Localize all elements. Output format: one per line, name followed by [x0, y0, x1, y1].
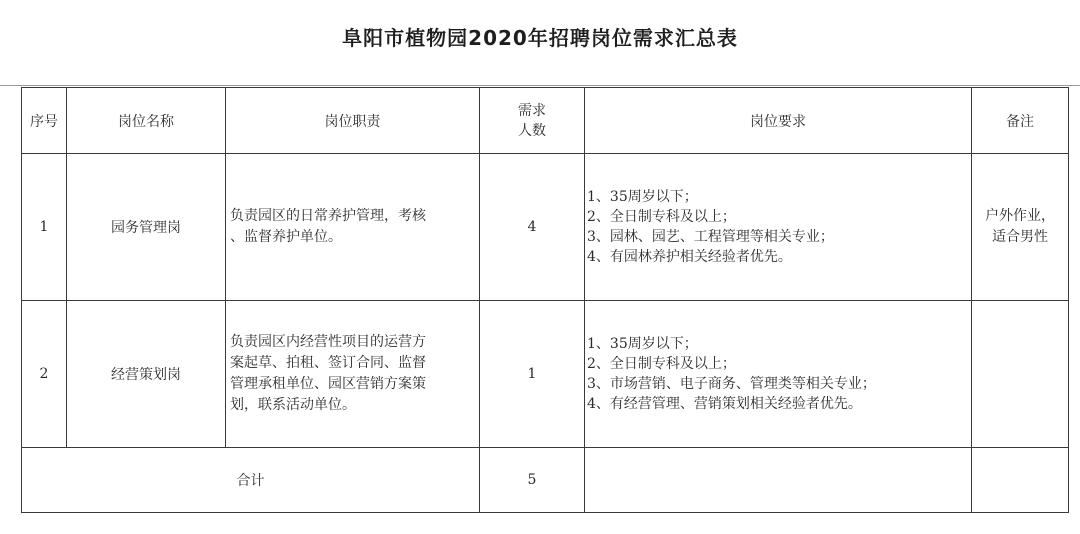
duties-line: 管理承租单位、园区营销方案策 — [230, 376, 426, 392]
table-row — [22, 154, 1069, 301]
row-duties — [226, 301, 480, 448]
duties-line: 案起草、拍租、签订合同、监督 — [230, 355, 426, 371]
requirement-line: 3、园林、园艺、工程管理等相关专业； — [587, 229, 834, 245]
recruitment-table — [21, 87, 1069, 513]
row-seq: 1 — [22, 154, 67, 301]
header-seq: 序号 — [22, 88, 67, 154]
header-divider — [0, 85, 1080, 86]
page-title: 阜阳市植物园2020年招聘岗位需求汇总表 — [342, 26, 738, 50]
requirement-line: 3、市场营销、电子商务、管理类等相关专业； — [587, 376, 876, 392]
duties-line: 负责园区的日常养护管理，考核 — [230, 208, 426, 224]
table-header-row — [22, 88, 1069, 154]
header-position: 岗位名称 — [67, 88, 226, 154]
header-count-line1: 需求 — [518, 102, 546, 119]
requirement-line: 4、有经营管理、营销策划相关经验者优先。 — [587, 396, 862, 412]
requirement-line: 4、有园林养护相关经验者优先。 — [587, 249, 792, 265]
header-duties: 岗位职责 — [226, 88, 480, 154]
duties-line: 负责园区内经营性项目的运营方 — [230, 334, 426, 350]
requirement-line: 1、35周岁以下； — [587, 336, 698, 352]
row-requirements — [585, 301, 972, 448]
requirement-line: 1、35周岁以下； — [587, 189, 698, 205]
total-requirements-empty — [585, 448, 972, 513]
row-count: 1 — [480, 301, 585, 448]
requirement-line: 2、全日制专科及以上； — [587, 209, 736, 225]
duties-line: 划，联系活动单位。 — [230, 397, 356, 413]
row-seq: 2 — [22, 301, 67, 448]
row-remarks — [972, 154, 1069, 301]
header-remarks: 备注 — [972, 88, 1069, 154]
row-position: 经营策划岗 — [67, 301, 226, 448]
header-count-line2: 人数 — [518, 122, 546, 139]
requirement-line: 2、全日制专科及以上； — [587, 356, 736, 372]
header-count — [480, 88, 585, 154]
remark-line: 户外作业， — [985, 208, 1055, 224]
total-remarks-empty — [972, 448, 1069, 513]
total-count: 5 — [480, 448, 585, 513]
row-requirements — [585, 154, 972, 301]
table-row — [22, 301, 1069, 448]
remark-line: 适合男性 — [992, 229, 1048, 245]
row-count: 4 — [480, 154, 585, 301]
row-position: 园务管理岗 — [67, 154, 226, 301]
header-requirements: 岗位要求 — [585, 88, 972, 154]
row-remarks — [972, 301, 1069, 448]
total-row — [22, 448, 1069, 513]
total-label: 合计 — [22, 448, 480, 513]
row-duties — [226, 154, 480, 301]
duties-line: 、监督养护单位。 — [230, 229, 342, 245]
